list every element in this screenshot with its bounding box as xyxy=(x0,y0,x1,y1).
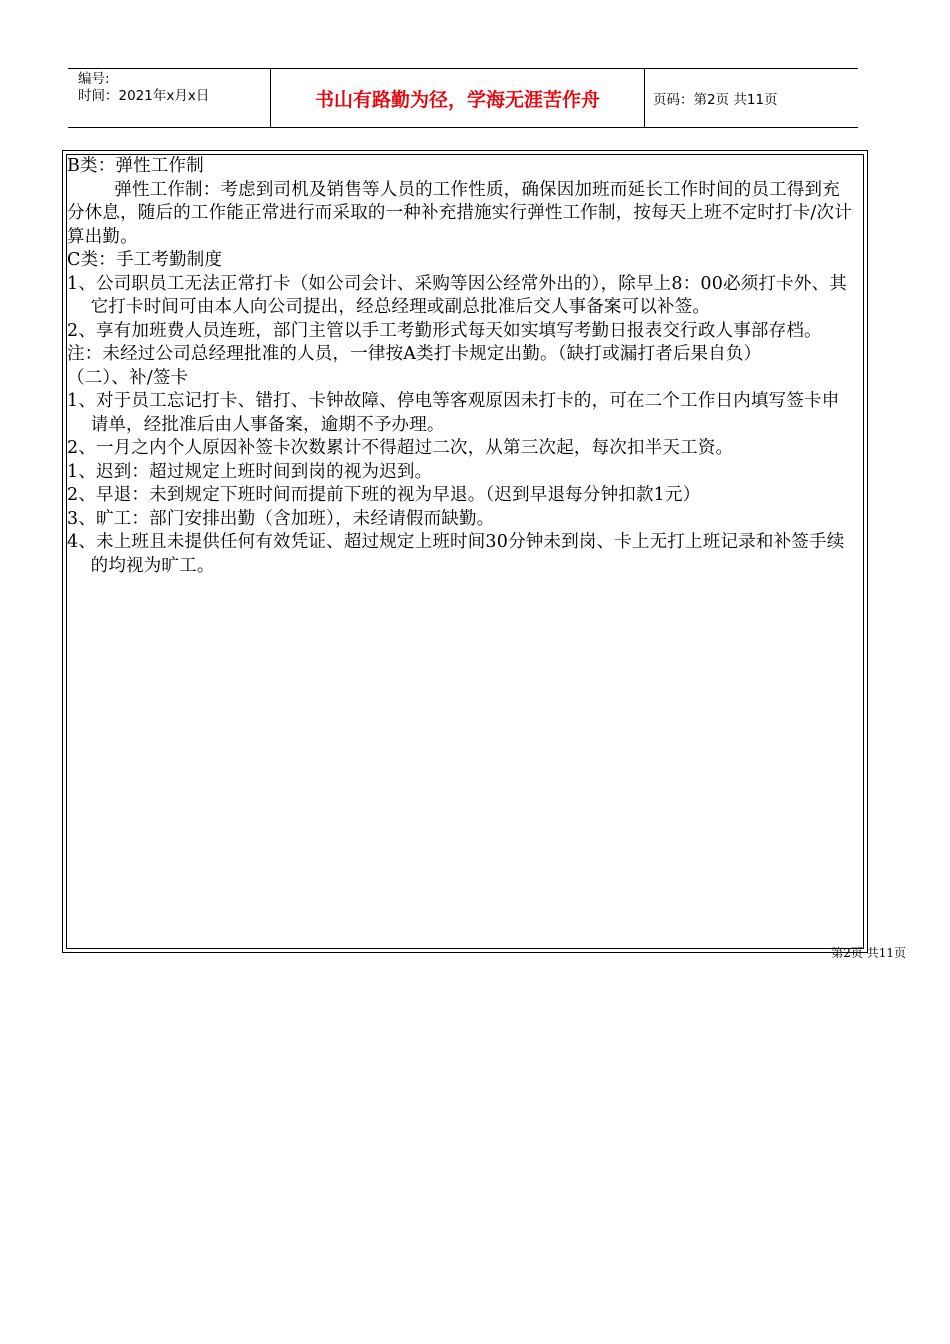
section-2-item-2: 2、一月之内个人原因补签卡次数累计不得超过二次，从第三次起，每次扣半天工资。 xyxy=(67,438,734,458)
definition-item-1: 1、迟到：超过规定上班时间到岗的视为迟到。 xyxy=(67,461,433,482)
definition-item-4: 4、未上班且未提供任何有效凭证、超过规定上班时间30分钟未到岗、卡上无打上班记录和补签手续的均视为旷工。 xyxy=(67,532,845,576)
doc-time-label: 时间：2021年x月x日 xyxy=(78,88,210,104)
document-body xyxy=(67,155,857,578)
page-footer: 第2页 共11页 xyxy=(831,946,906,960)
section-2-item-1: 1、对于员工忘记打卡、错打、卡钟故障、停电等客观原因未打卡的，可在二个工作日内填写签卡申请单，经批准后由人事备案，逾期不予办理。 xyxy=(67,391,840,435)
content-frame xyxy=(62,150,868,953)
page-header xyxy=(68,68,858,128)
section-b-description: 弹性工作制：考虑到司机及销售等人员的工作性质，确保因加班而延长工作时间的员工得到充分休息，随后的工作能正常进行而采取的一种补充措施实行弹性工作制，按每天上班不定时打卡/次计算出勤。 xyxy=(67,179,852,247)
doc-number-label: 编号: xyxy=(78,71,110,87)
header-page-info: 页码：第2页 共11页 xyxy=(653,92,778,108)
section-b-title: B类：弹性工作制 xyxy=(67,156,204,176)
definition-item-2: 2、早退：未到规定下班时间而提前下班的视为早退。（迟到早退每分钟扣款1元） xyxy=(67,485,701,505)
section-c-note: 注：未经过公司总经理批准的人员，一律按A类打卡规定出勤。（缺打或漏打者后果自负） xyxy=(67,344,762,364)
section-c-item-1: 1、公司职员工无法正常打卡（如公司会计、采购等因公经常外出的），除早上8：00必须打卡外、其它打卡时间可由本人向公司提出，经总经理或副总批准后交人事备案可以补签。 xyxy=(67,273,847,317)
section-c-item-2: 2、享有加班费人员连班，部门主管以手工考勤形式每天如实填写考勤日报表交行政人事部存档。 xyxy=(67,320,822,341)
header-motto: 书山有路勤为径，学海无涯苦作舟 xyxy=(270,69,645,127)
definition-item-3: 3、旷工：部门安排出勤（含加班），未经请假而缺勤。 xyxy=(67,508,495,529)
section-2-title: （二）、补/签卡 xyxy=(67,367,189,388)
section-c-title: C类：手工考勤制度 xyxy=(67,250,223,270)
header-meta xyxy=(68,69,270,127)
